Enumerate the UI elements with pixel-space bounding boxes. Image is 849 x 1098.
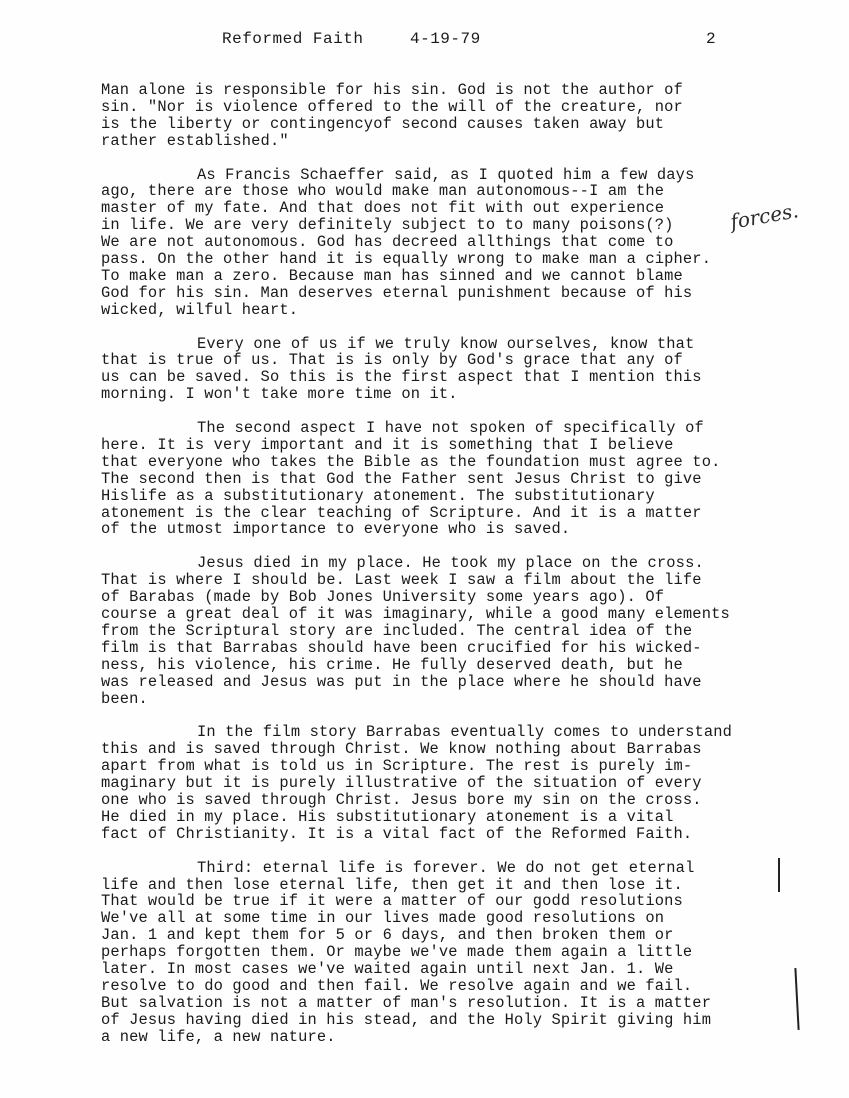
text-line: wicked, wilful heart. (101, 300, 299, 319)
margin-line-mark (778, 858, 780, 892)
text-line: was released and Jesus was put in the place where he should have (101, 672, 702, 691)
text-line: resolve to do good and then fail. We resolve again and we fail. (101, 976, 693, 995)
text-line: Jesus died in my place. He took my place on the cross. (197, 554, 704, 573)
paragraph (101, 420, 801, 538)
text-line: pass. On the other hand it is equally wrong to make man a cipher. (101, 250, 712, 269)
text-line: In the film story Barrabas eventually comes to understand (197, 723, 732, 742)
text-line: ago, there are those who would make man autonomous--I am the (101, 182, 665, 201)
text-line: life and then lose eternal life, then get it and then lose it. (101, 875, 683, 894)
text-line: in life. We are very definitely subject to to many poisons(?) (101, 216, 674, 235)
text-line: us can be saved. So this is the first aspect that I mention this (101, 368, 702, 387)
text-line: been. (101, 689, 148, 708)
text-line: of Jesus having died in his stead, and the Holy Spirit giving him (101, 1010, 712, 1029)
text-line: Man alone is responsible for his sin. God is not the author of (101, 81, 683, 99)
text-line: perhaps forgotten them. Or maybe we've made them again a little (101, 943, 693, 962)
text-line: this and is saved through Christ. We know nothing about Barrabas (101, 740, 702, 759)
text-line: Hislife as a substitutionary atonement. The substitutionary (101, 486, 655, 505)
paragraph (101, 82, 801, 150)
text-line: Every one of us if we truly know ourselves, know that (197, 334, 695, 353)
document-date: 4-19-79 (410, 30, 481, 48)
paragraph (101, 167, 801, 319)
text-line: film is that Barrabas should have been crucified for his wicked- (101, 638, 702, 657)
text-line: here. It is very important and it is something that I believe (101, 436, 674, 455)
text-line: later. In most cases we've waited again until next Jan. 1. We (101, 959, 674, 978)
document-title: Reformed Faith (222, 30, 364, 48)
text-line: from the Scriptural story are included. The central idea of the (101, 621, 693, 640)
text-line: That is where I should be. Last week I saw a film about the life (101, 571, 702, 590)
text-line: one who is saved through Christ. Jesus bore my sin on the cross. (101, 790, 702, 809)
text-line: That would be true if it were a matter of our godd resolutions (101, 892, 683, 911)
page-number: 2 (706, 30, 717, 48)
handwritten-annotation: forces. (728, 198, 801, 234)
text-line: The second aspect I have not spoken of specifically of (197, 419, 704, 438)
text-line: atonement is the clear teaching of Scripture. And it is a matter (101, 503, 702, 522)
text-line: God for his sin. Man deserves eternal punishment because of his (101, 283, 693, 302)
text-line: is the liberty or contingencyof second causes taken away but (101, 114, 665, 133)
paragraph (101, 724, 801, 842)
text-line: But salvation is not a matter of man's resolution. It is a matter (101, 993, 712, 1012)
text-line: Third: eternal life is forever. We do not get eternal (197, 858, 695, 877)
text-line: maginary but it is purely illustrative of the situation of every (101, 774, 702, 793)
text-line: a new life, a new nature. (101, 1027, 336, 1046)
paragraph (101, 336, 801, 404)
text-line: of Barabas (made by Bob Jones University some years ago). Of (101, 588, 665, 607)
text-line: apart from what is told us in Scripture. The rest is purely im- (101, 757, 693, 776)
text-line: To make man a zero. Because man has sinned and we cannot blame (101, 266, 683, 285)
text-line: that everyone who takes the Bible as the foundation must agree to. (101, 452, 721, 471)
text-line: of the utmost importance to everyone who is saved. (101, 520, 571, 539)
text-line: that is true of us. That is is only by God's grace that any of (101, 351, 683, 370)
text-line: fact of Christianity. It is a vital fact of the Reformed Faith. (101, 824, 693, 843)
text-line: ness, his violence, his crime. He fully deserved death, but he (101, 655, 683, 674)
text-line: rather established." (101, 131, 289, 150)
paragraph (101, 555, 801, 707)
paragraph (101, 860, 801, 1046)
text-line: The second then is that God the Father sent Jesus Christ to give (101, 469, 702, 488)
text-line: He died in my place. His substitutionary atonement is a vital (101, 807, 674, 826)
text-line: We've all at some time in our lives made good resolutions on (101, 909, 665, 928)
page-header (222, 30, 742, 52)
text-line: course a great deal of it was imaginary, while a good many elements (101, 605, 730, 624)
document-body (101, 82, 801, 1062)
text-line: Jan. 1 and kept them for 5 or 6 days, and then broken them or (101, 926, 674, 945)
text-line: We are not autonomous. God has decreed allthings that come to (101, 233, 674, 252)
text-line: sin. "Nor is violence offered to the will of the creature, nor (101, 97, 683, 116)
text-line: As Francis Schaeffer said, as I quoted him a few days (197, 165, 695, 184)
text-line: master of my fate. And that does not fit with out experience (101, 199, 665, 218)
text-line: morning. I won't take more time on it. (101, 385, 458, 404)
